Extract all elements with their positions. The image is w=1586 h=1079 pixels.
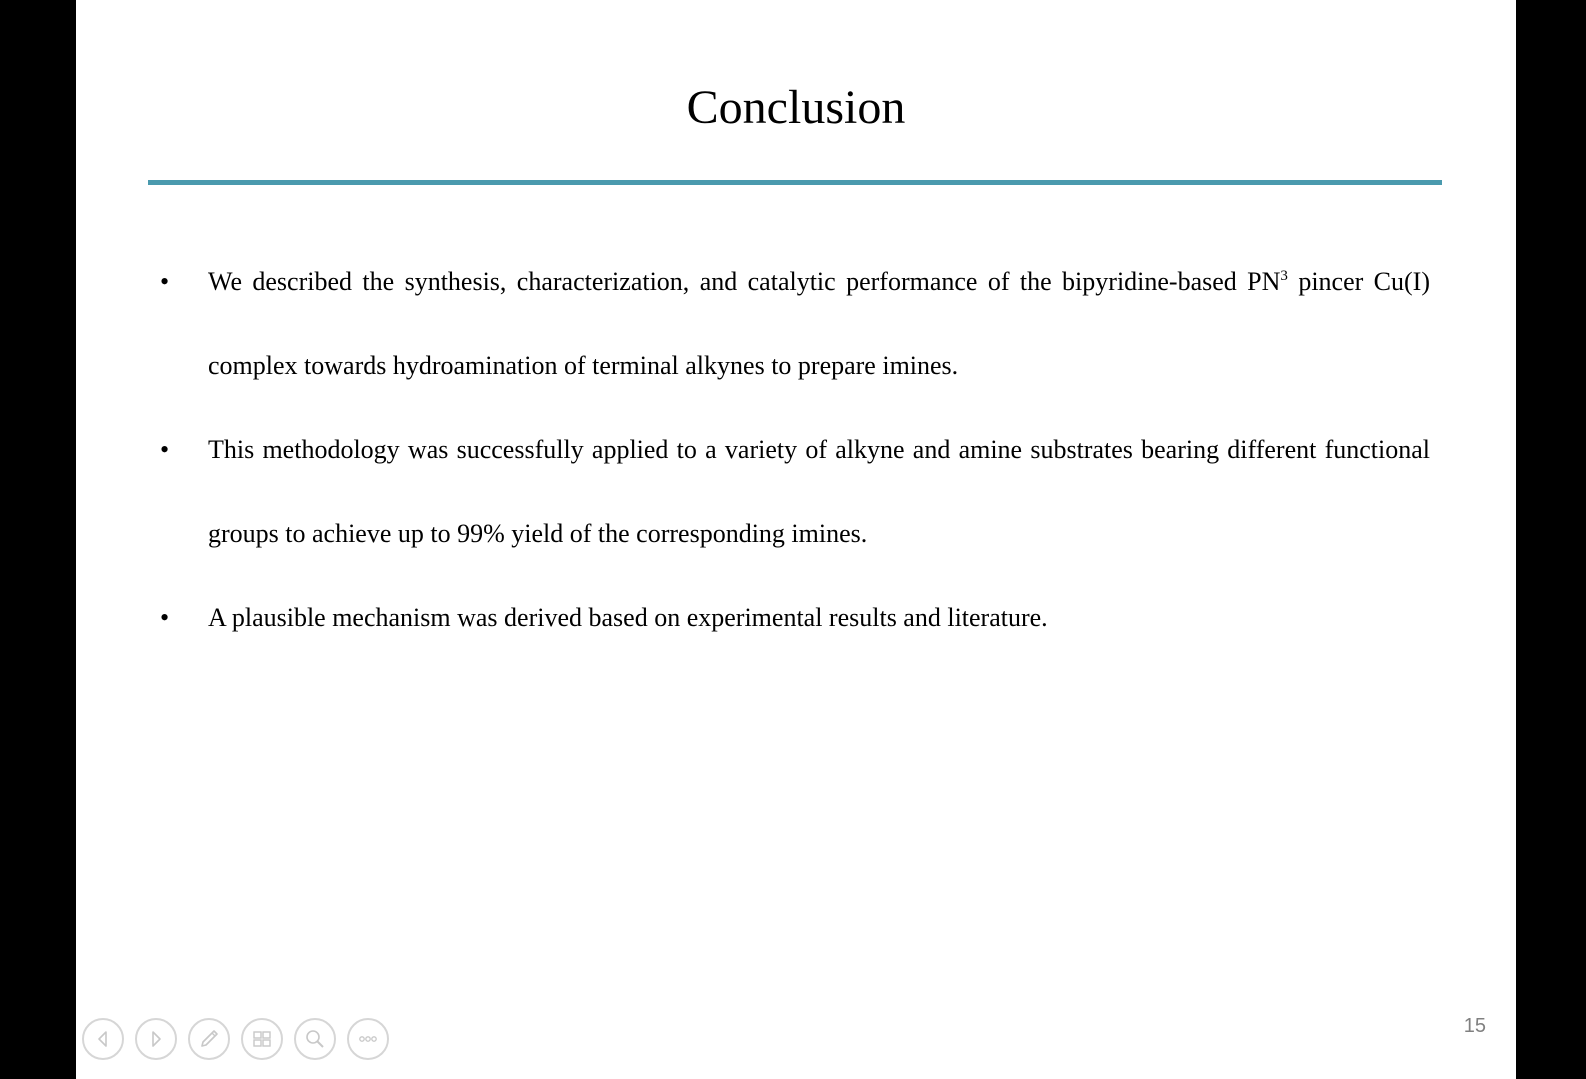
pen-icon — [197, 1027, 221, 1051]
see-all-slides-button[interactable] — [241, 1018, 283, 1060]
bullet-marker: • — [160, 603, 170, 632]
superscript: 3 — [1280, 268, 1288, 284]
more-options-button[interactable] — [347, 1018, 389, 1060]
more-options-icon — [356, 1027, 380, 1051]
next-slide-button[interactable] — [135, 1018, 177, 1060]
bullet-text: A plausible mechanism was derived based on experimental results and literature. — [208, 603, 1048, 632]
bullet-text — [208, 240, 1430, 408]
bullet-text-part: pincer Cu(I) complex towards hydroamination of terminal alkynes to prepare imines. — [208, 267, 1430, 380]
bullet-marker: • — [160, 435, 170, 464]
slide-title: Conclusion — [686, 81, 906, 134]
slide — [76, 0, 1516, 1079]
previous-slide-button[interactable] — [82, 1018, 124, 1060]
pen-button[interactable] — [188, 1018, 230, 1060]
next-icon — [144, 1027, 168, 1051]
bullet-item — [76, 576, 1516, 660]
zoom-icon — [303, 1027, 327, 1051]
zoom-button[interactable] — [294, 1018, 336, 1060]
bullet-item — [76, 408, 1516, 576]
page-number: 15 — [1463, 1015, 1486, 1037]
bullet-text: This methodology was successfully applied to a variety of alkyne and amine substrates bearing different functional groups to achieve up to 99% yield of the corresponding imines. — [208, 435, 1430, 548]
bullet-marker: • — [160, 267, 170, 296]
bullet-text-part: We described the synthesis, characterization, and catalytic performance of the bipyridine-based PN — [208, 267, 1281, 296]
bullet-list — [76, 240, 1516, 660]
previous-icon — [91, 1027, 115, 1051]
slideshow-controls — [82, 1018, 389, 1064]
slides-grid-icon — [250, 1027, 274, 1051]
title-divider — [148, 180, 1442, 185]
bullet-item — [76, 240, 1516, 408]
